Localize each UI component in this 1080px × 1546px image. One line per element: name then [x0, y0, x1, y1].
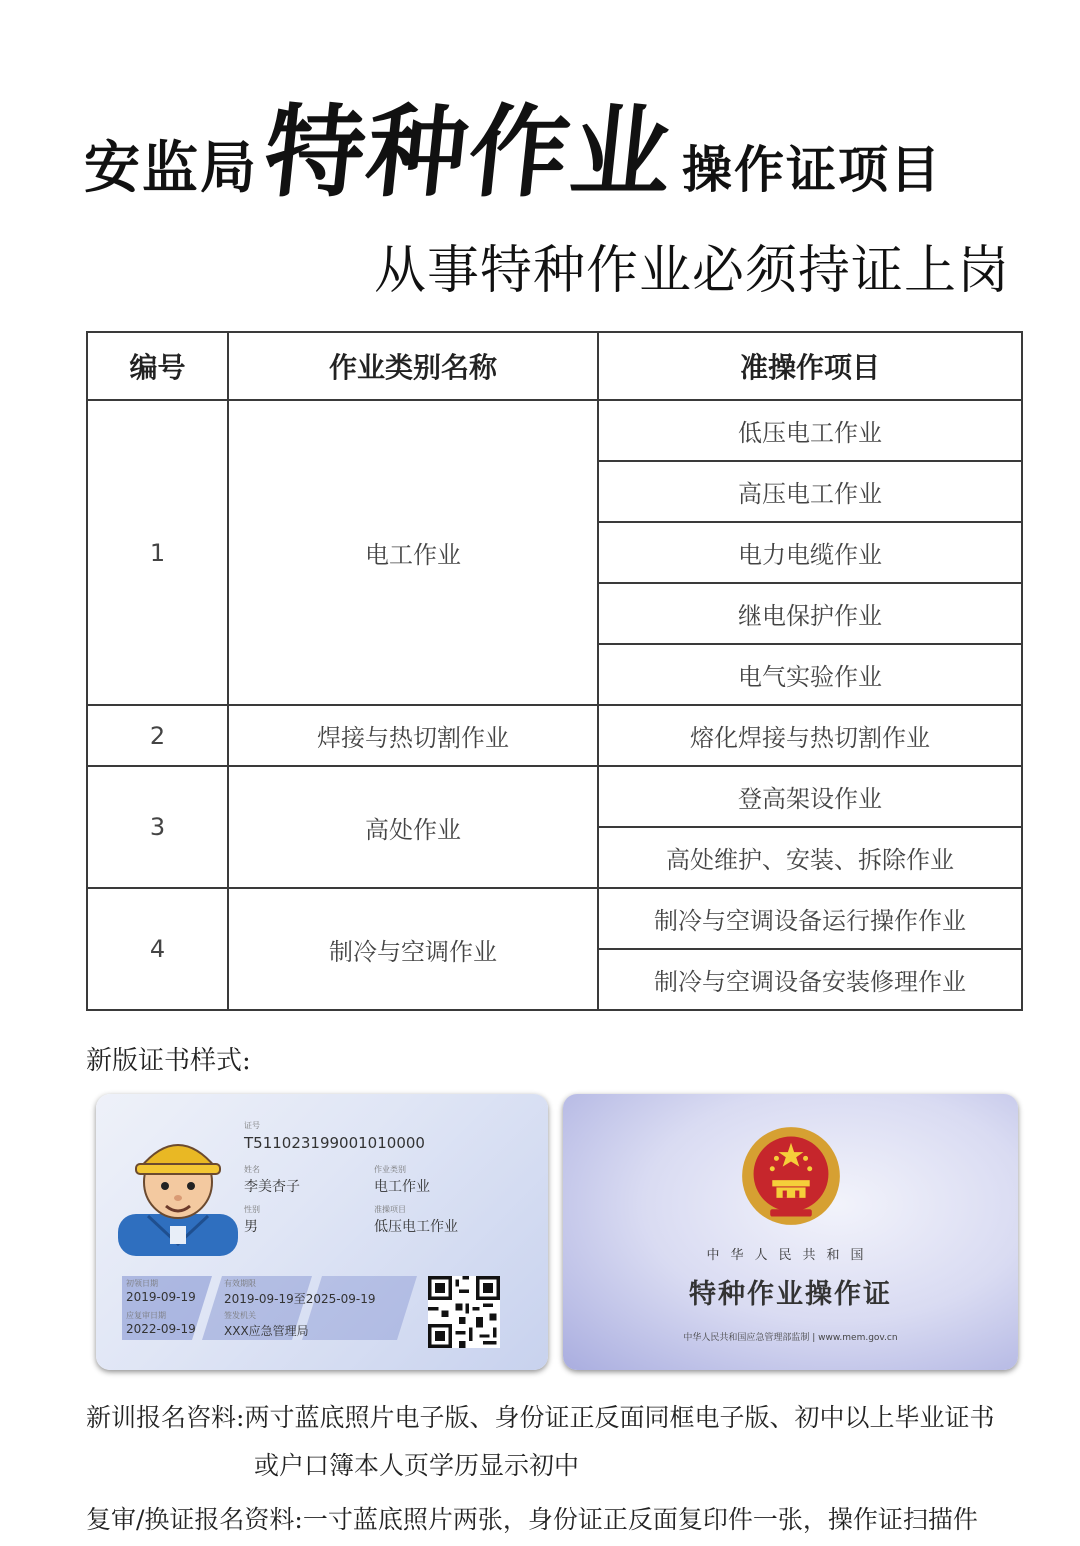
card-name-label: 姓名: [244, 1165, 260, 1174]
row-project: 登高架设作业: [598, 766, 1022, 827]
row-number: 2: [87, 705, 228, 766]
operation-table: [86, 331, 1023, 1011]
card-project: 低压电工作业: [374, 1219, 458, 1235]
new-training-note-line2: 或户口簿本人页学历显示初中: [254, 1451, 580, 1480]
new-training-text: 两寸蓝底照片电子版、身份证正反面同框电子版、初中以上毕业证书: [244, 1403, 995, 1432]
row-number: 4: [87, 888, 228, 1010]
renewal-label: 复审/换证报名资料:: [86, 1505, 303, 1534]
title-main-text: 特种作业: [258, 94, 680, 211]
card-review-label: 应复审日期: [126, 1311, 166, 1320]
row-number: 1: [87, 400, 228, 705]
table-row: [87, 400, 1022, 461]
row-project: 电力电缆作业: [598, 522, 1022, 583]
header-category: 作业类别名称: [228, 332, 598, 400]
table-header-row: [87, 332, 1022, 400]
card-valid-range: 2019-09-19至2025-09-19: [224, 1292, 376, 1306]
new-training-label: 新训报名咨料:: [86, 1403, 245, 1432]
card-authority: XXX应急管理局: [224, 1324, 309, 1338]
title-suffix: 操作证项目: [682, 141, 942, 199]
card-id-number: T511023199001010000: [244, 1134, 425, 1152]
row-project: 电气实验作业: [598, 644, 1022, 705]
row-project: 熔化焊接与热切割作业: [598, 705, 1022, 766]
card-country: 中华人民共和国: [706, 1248, 875, 1263]
card-cover-title: 特种作业操作证: [689, 1279, 892, 1310]
row-category: 高处作业: [228, 766, 598, 888]
title-prefix: 安监局: [84, 136, 258, 201]
card-review-date: 2022-09-19: [126, 1322, 196, 1336]
header-project: 准操作项目: [598, 332, 1022, 400]
renewal-text: 一寸蓝底照片两张，身份证正反面复印件一张，操作证扫描件: [302, 1505, 978, 1534]
certificate-card-front: [96, 1094, 548, 1370]
row-project: 高压电工作业: [598, 461, 1022, 522]
table-row: [87, 766, 1022, 827]
row-category: 电工作业: [228, 400, 598, 705]
card-cover-footer: 中华人民共和国应急管理部监制 | www.mem.gov.cn: [683, 1333, 898, 1343]
row-project: 继电保护作业: [598, 583, 1022, 644]
national-emblem-icon: [739, 1124, 843, 1228]
table-row: [87, 705, 1022, 766]
card-issue-date: 2019-09-19: [126, 1290, 196, 1304]
worker-avatar-icon: [118, 1116, 238, 1256]
page-title: [84, 96, 1024, 216]
row-project: 制冷与空调设备运行操作作业: [598, 888, 1022, 949]
certificate-card-cover: [563, 1094, 1018, 1370]
row-project: 低压电工作业: [598, 400, 1022, 461]
qr-code-icon: [428, 1276, 500, 1348]
card-name: 李美杏子: [244, 1179, 300, 1195]
row-project: 高处维护、安装、拆除作业: [598, 827, 1022, 888]
card-category-label: 作业类别: [374, 1165, 406, 1174]
row-project: 制冷与空调设备安装修理作业: [598, 949, 1022, 1010]
page-subtitle: 从事特种作业必须持证上岗: [373, 241, 1010, 301]
row-category: 制冷与空调作业: [228, 888, 598, 1010]
card-gender-label: 性别: [244, 1205, 260, 1214]
card-project-label: 准操项目: [374, 1205, 406, 1214]
certificate-section-label: 新版证书样式:: [86, 1046, 251, 1076]
card-category: 电工作业: [374, 1179, 430, 1195]
card-valid-label: 有效期限: [224, 1279, 256, 1288]
renewal-note: [86, 1500, 978, 1536]
new-training-note: [86, 1398, 994, 1434]
row-number: 3: [87, 766, 228, 888]
card-gender: 男: [244, 1219, 258, 1235]
table-row: [87, 888, 1022, 949]
header-number: 编号: [87, 332, 228, 400]
card-issue-label: 初领日期: [126, 1279, 158, 1288]
card-id-label: 证号: [244, 1121, 260, 1130]
row-category: 焊接与热切割作业: [228, 705, 598, 766]
card-authority-label: 签发机关: [224, 1311, 256, 1320]
